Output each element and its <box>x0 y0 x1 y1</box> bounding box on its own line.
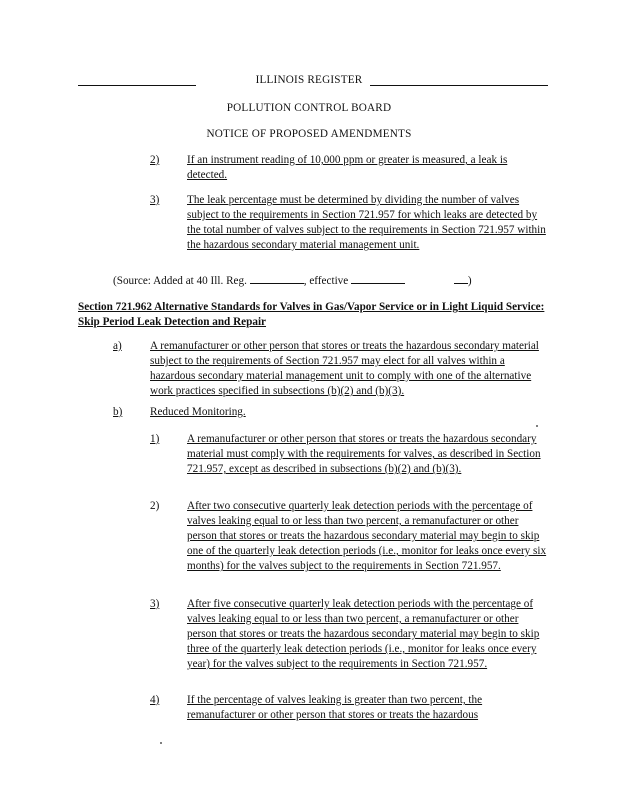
board-title: POLLUTION CONTROL BOARD <box>226 102 392 114</box>
list-item: A remanufacturer or other person that stores or treats the hazardous secondary material must comply with the requirements for valves, as described in Section 721.957, except as described in subsections (b)(2) and (b)(3). <box>187 433 541 475</box>
source-effective: , effective <box>303 275 349 287</box>
effective-date-blank <box>351 273 405 284</box>
closing-blank <box>454 273 468 284</box>
register-page-blank <box>250 273 304 284</box>
list-item: The leak percentage must be determined by dividing the number of valves subject to the requirements in Section 721.957 for which leaks are detected by the total number of valves subject to the requirements in Section 721.957 within the hazardous secondary material management unit. <box>187 194 546 251</box>
source-note <box>113 273 553 289</box>
subsection-text: A remanufacturer or other person that stores or treats the hazardous secondary material subject to the requirements of Section 721.957 may elect for all valves within a hazardous secondary material management unit to comply with one of the alternative work practices specified in subsections (b)(2) and (b)(3). <box>150 340 539 397</box>
list-item: After two consecutive quarterly leak detection periods with the percentage of valves leaking equal to or less than two percent, a remanufacturer or other person that stores or treats the hazardous secondary material may begin to skip one of the quarterly leak detection periods (i.e., monitor for leaks once every six months) for the valves subject to the requirements in Section 721.957. <box>187 500 547 572</box>
scan-speck <box>160 742 162 744</box>
subsection-label: a) <box>113 340 122 352</box>
notice-title: NOTICE OF PROPOSED AMENDMENTS <box>206 128 412 140</box>
register-title: ILLINOIS REGISTER <box>255 74 363 86</box>
subsection-text: Reduced Monitoring. <box>150 406 246 418</box>
item-number: 1) <box>150 433 160 445</box>
list-item: If the percentage of valves leaking is greater than two percent, the remanufacturer or other person that stores or treats the hazardous <box>187 694 483 721</box>
scan-speck <box>536 425 538 427</box>
source-prefix: (Source: Added at 40 Ill. Reg. <box>113 275 247 287</box>
item-number: 3) <box>150 598 160 610</box>
item-number: 4) <box>150 694 160 706</box>
item-number: 2) <box>150 154 160 166</box>
subsection-label: b) <box>113 406 123 418</box>
item-number: 2) <box>150 500 160 512</box>
source-suffix: ) <box>467 275 472 287</box>
section-heading: Section 721.962 Alternative Standards for Valves in Gas/Vapor Service or in Light Liquid Service: Skip Period Leak Detection and Repair <box>78 301 545 328</box>
list-item: After five consecutive quarterly leak detection periods with the percentage of valves leaking equal to or less than two percent, a remanufacturer or other person that stores or treats the hazardous secondary material may begin to skip three of the quarterly leak detection periods (i.e., monitor for leaks once every year) for the valves subject to the requirements in Section 721.957. <box>187 598 540 670</box>
list-item: If an instrument reading of 10,000 ppm or greater is measured, a leak is detected. <box>187 154 508 181</box>
item-number: 3) <box>150 194 160 206</box>
